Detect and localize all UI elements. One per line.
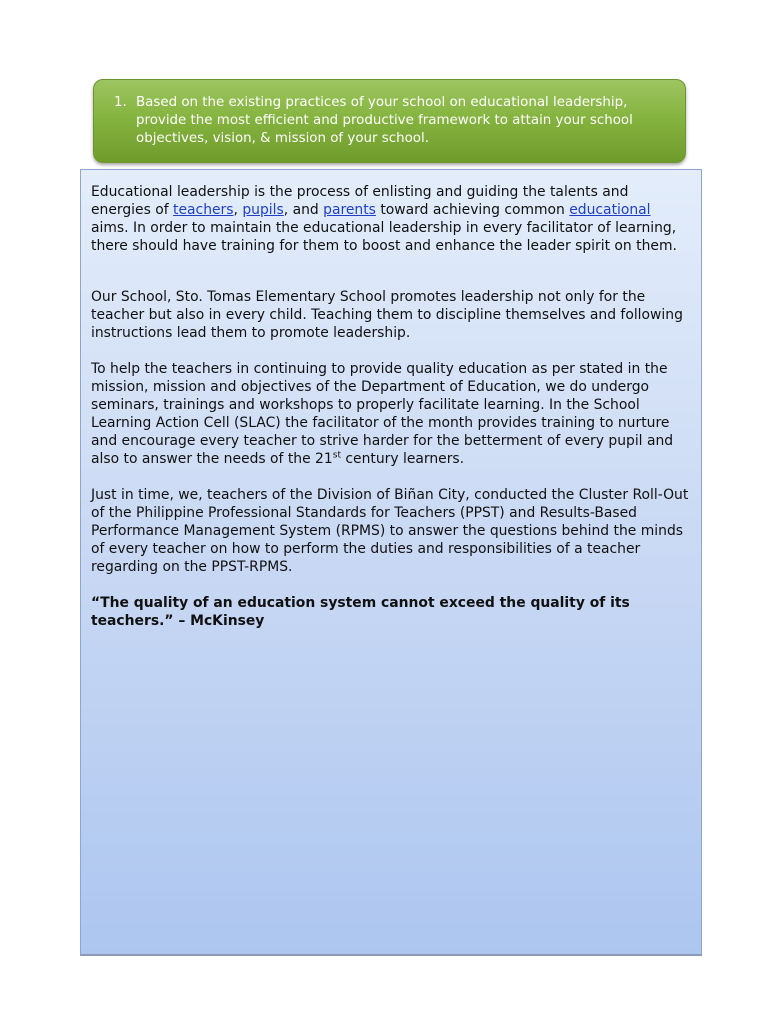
quote: “The quality of an education system cannot exceed the quality of its teachers.” – McKinsey bbox=[91, 595, 630, 629]
link-teachers[interactable]: teachers bbox=[173, 202, 234, 218]
answer-box bbox=[80, 169, 702, 956]
p3-text-1: To help the teachers in continuing to provide quality education as per stated in the mission, mission and objectives of the Department of Education, we do undergo seminars, trainings and workshops to properly facilitate learning. In the School Learning Action Cell (SLAC) the facilitator of the month provides training to nurture and encourage every teacher to strive harder for the betterment of every pupil and also to answer the needs of the 21 bbox=[91, 361, 674, 467]
link-parents[interactable]: parents bbox=[323, 202, 376, 218]
paragraph-training bbox=[91, 360, 691, 468]
link-pupils[interactable]: pupils bbox=[242, 202, 284, 218]
p1-text-4: toward achieving common bbox=[375, 202, 570, 218]
paragraph-definition bbox=[91, 183, 691, 255]
p3-text-2: century learners. bbox=[340, 451, 465, 467]
link-educational[interactable]: educational bbox=[569, 202, 651, 218]
p1-text-1: Educational leadership is the process of enlisting and guiding the talents and energies of bbox=[91, 184, 629, 218]
p3-superscript: st bbox=[332, 450, 341, 461]
question-box bbox=[93, 79, 686, 163]
question-text: Based on the existing practices of your school on educational leadership, provide the most efficient and productive framework to attain your school objectives, vision, & mission of your school. bbox=[136, 95, 633, 146]
p1-text-2: , bbox=[233, 202, 243, 218]
question-item bbox=[114, 94, 669, 148]
paragraph-rollout: Just in time, we, teachers of the Division of Biñan City, conducted the Cluster Roll-Out of the Philippine Professional Standards for Teachers (PPST) and Results-Based Performance Management System (RPMS) to answer the questions behind the minds of every teacher on how to perform the duties and responsibilities of a teacher regarding on the PPST-RPMS. bbox=[91, 487, 689, 575]
p1-text-3: , and bbox=[283, 202, 324, 218]
paragraph-school: Our School, Sto. Tomas Elementary School promotes leadership not only for the teacher but also in every child. Teaching them to discipline themselves and following instructions lead them to promote leadership. bbox=[91, 289, 683, 341]
p1-text-5: aims. In order to maintain the educational leadership in every facilitator of learning, there should have training for them to boost and enhance the leader spirit on them. bbox=[91, 220, 677, 254]
question-number: 1. bbox=[114, 95, 127, 110]
